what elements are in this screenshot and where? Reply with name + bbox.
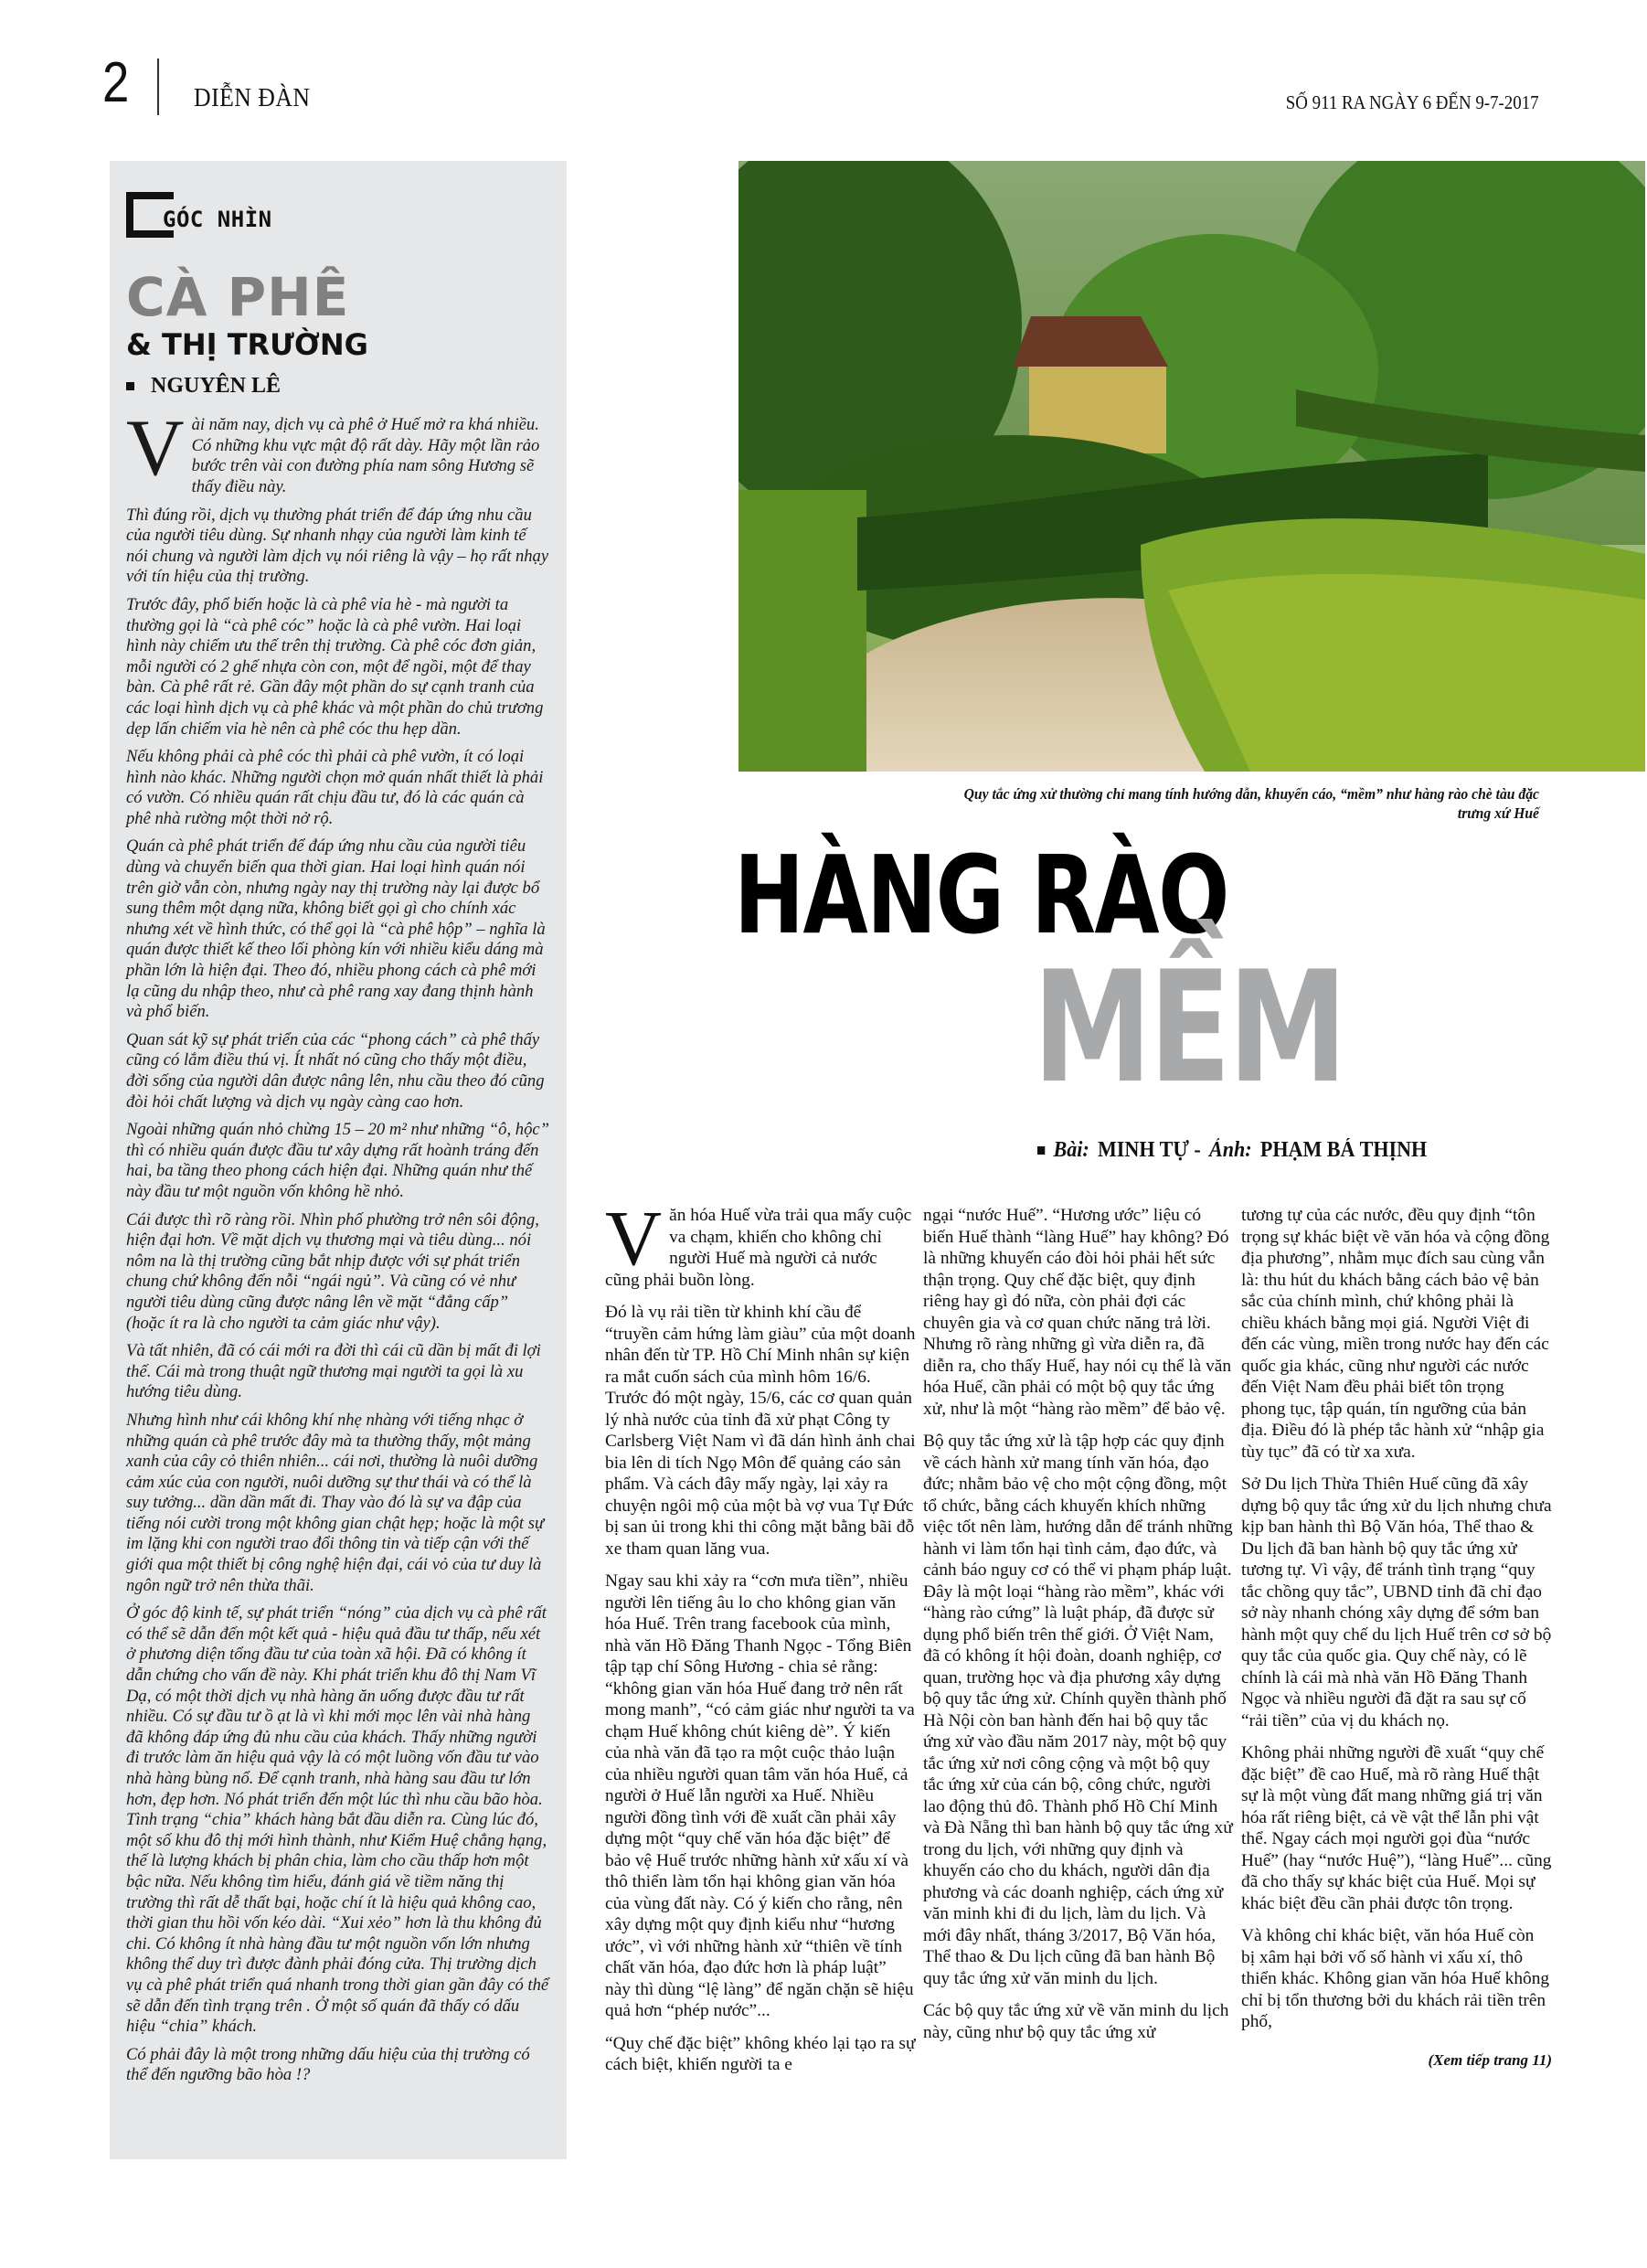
sidebar-title-main: CÀ PHÊ [126,266,350,328]
header-divider [157,59,159,115]
article-paragraph: Không phải những người đề xuất “quy chế đặc biệt” đề cao Huế, mà rõ ràng Huế thật sự là một vùng đất mang những giá trị văn hóa rất riêng biệt, cả về vật thể lẫn phi vật thể. Ngay cách mọi người gọi đùa “nước Huế” (hay “nước Huệ”), “làng Huế”... cũng đã cho thấy sự khác biệt của Huế. Mọi sự khác biệt đều cần phải được tôn trọng. [1241,1743,1552,1913]
section-name: DIỄN ĐÀN [194,84,311,112]
article-paragraph: Và không chỉ khác biệt, văn hóa Huế còn bị xâm hại bởi vố số hành vi xấu xí, thô thiển khác. Không gian văn hóa Huế không chỉ bị tổn thương bởi du khách rải tiền trên phố, [1241,1926,1550,2031]
article-paragraph: Đó là vụ rải tiền từ khinh khí cầu để “truyền cảm hứng làm giàu” của một doanh nhân đến từ TP. Hồ Chí Minh nhân sự kiện ra mắt cuốn sách của mình hôm 16/6. Trước đó một ngày, 15/6, các cơ quan quản lý nhà nước của tỉnh đã xử phạt Công ty Carlsberg Việt Nam vì đã dán hình ảnh chai bia lên di tích Ngọ Môn để quảng cáo sản phẩm. Và cách đây mấy ngày, lại xảy ra chuyện ngôi mộ của một bà vợ vua Tự Đức bị san ủi trong khi thi công mặt bằng bãi đỗ xe tham quan lăng vua. [605,1303,916,1559]
photo-caption: Quy tắc ứng xử thường chỉ mang tính hướng dẫn, khuyến cáo, “mềm” như hàng rào chè tàu đặc trưng xứ Huế [963,785,1539,822]
article-paragraph: Sở Du lịch Thừa Thiên Huế cũng đã xây dựng bộ quy tắc ứng xử du lịch nhưng chưa kịp ban hành thì Bộ Văn hóa, Thể thao & Du lịch đã ban hành bộ quy tắc ứng xử tương tự. Vì vậy, để tránh tình trạng “quy tắc chồng quy tắc”, UBND tỉnh đã chỉ đạo sở này nhanh chóng xây dựng để sớm ban hành một quy chế du lịch Huế trên cơ sở bộ quy tắc của quốc gia. Quy chế này, có lẽ chính là cái mà nhà văn Hồ Đăng Thanh Ngọc và nhiều người đã đặt ra sau sự cố “rải tiền” của vị du khách nọ. [1241,1475,1552,1730]
continued-on-page-link[interactable]: (Xem tiếp trang 11) [1428,2050,1552,2069]
sidebar-paragraph: Nếu không phải cà phê cóc thì phải cà phê vườn, ít có loại hình nào khác. Những người chọn mở quán nhất thiết là phải có vườn. Có nhiều quán rất chịu đầu tư, đó là các quán cà phê nhà rường một thời nở rộ. [126,747,544,828]
sidebar-paragraph: Có phải đây là một trong những dấu hiệu của thị trường có thể đến ngưỡng bão hòa !? [126,2044,530,2085]
kicker [126,186,550,240]
sidebar-paragraph: Ở góc độ kinh tế, sự phát triển “nóng” của dịch vụ cà phê rất có thể sẽ dẫn đến một kết quả - hiệu quả đầu tư thấp, nếu xét ở phương diện tổng đầu tư của toàn xã hội. Đã có không ít dẫn chứng cho vấn đề này. Khi phát triển khu đô thị Nam Vĩ Dạ, có một thời dịch vụ nhà hàng ăn uống được đầu tư rất nhiều. Có sự đầu tư ồ ạt là vì khi mới mọc lên vài nhà hàng đã không đáp ứng đủ nhu cầu của khách. Thấy những người đi trước làm ăn hiệu quả vậy là có một luồng vốn đầu tư vào nhà hàng bùng nổ. Để cạnh tranh, nhà hàng sau đầu tư lớn hơn, đẹp hơn. Nó phát triển đến một lúc thì nhu cầu bão hòa. Tình trạng “chia” khách hàng bắt đầu diễn ra. Cùng lúc đó, một số khu đô thị mới hình thành, như Kiểm Huệ chẳng hạng, thế là lượng khách bị phân chia, làm cho cầu thấp hơn một bậc nữa. Nếu không tìm hiểu, đánh giá về tiềm năng thị trường thì rất dễ thất bại, hoặc chí ít là hiệu quả không cao, thời gian thu hồi vốn kéo dài. “Xui xẻo” hơn là thu không đủ chi. Có không ít nhà hàng đầu tư một nguồn vốn lớn nhưng không thể duy trì được đành phải đóng cửa. Thị trường dịch vụ cà phê phát triển quá nhanh trong thời gian gần đây có thể sẽ dẫn đến tình trạng trên . Ở một số quán đã thấy có dấu hiệu “chia” khách. [126,1603,549,2037]
sidebar-paragraph: Cái được thì rõ ràng rồi. Nhìn phố phường trở nên sôi động, hiện đại hơn. Về mặt dịch vụ thương mại và tiêu dùng... nói nôm na là thị trường cũng bắt nhịp được với sự phát triển chung chứ không đến nỗi “ngái ngủ”. Và cũng có vẻ như người tiêu dùng cũng được nâng lên về mặt “đẳng cấp” (hoặc ít ra là cho người ta cảm giác như vậy). [126,1209,539,1333]
article-paragraph: Văn hóa Huế vừa trải qua mấy cuộc va chạm, khiến cho không chỉ người Huế mà người cả nước cũng phải buồn lòng. [605,1194,912,1290]
headline-line-2: MỀM [1033,938,1344,1117]
garden-photo-illustration [738,161,1645,772]
kicker-label: GÓC NHÌN [163,207,272,232]
article-paragraph: “Quy chế đặc biệt” không khéo lại tạo ra sự cách biệt, khiến người ta e [605,2033,916,2074]
sidebar-byline [126,374,550,399]
sidebar-paragraph: Quan sát kỹ sự phát triển của các “phong cách” cà phê thấy cũng có lắm điều thú vị. Ít nhất nó cũng cho thấy một điều, đời sống của người dân được nâng lên, nhu cầu theo đó cũng đòi hỏi chất lượng và dịch vụ ngày càng cao hơn. [126,1029,545,1112]
page-number: 2 [102,51,130,114]
sidebar-paragraph: Nhưng hình như cái không khí nhẹ nhàng với tiếng nhạc ở những quán cà phê trước đây mà ta thường thấy, một mảng xanh của cây cỏ thiên nhiên... cái nơi, thường là nuôi dưỡng cảm xúc của con người, nuôi dưỡng sự thư thái và có thể là suy tưởng... dần dần mất đi. Thay vào đó là sự va đập của tiếng nói cười trong một không gian chật hẹp; hoặc là một sự im lặng khi con người trao đổi thông tin và tiếp cận với thế giới qua một thiết bị công nghệ hiện đại, cái vỏ của tư duy là ngôn ngữ trở nên thừa thãi. [126,1410,545,1595]
sidebar-column [110,161,567,2159]
byline-author: MINH TỰ - [1097,1138,1201,1162]
byline-photographer: PHẠM BÁ THỊNH [1259,1138,1428,1162]
article-paragraph: ngại “nước Huế”. “Hương ước” liệu có biến Huế thành “làng Huế” hay không? Đó là những khuyến cáo đòi hỏi phải hết sức thận trọng. Quy chế đặc biệt, quy định riêng hay gì đó nữa, còn phải đợi các chuyên gia và cơ quan chức năng trả lời. Nhưng rõ ràng những gì vừa diễn ra, đã diễn ra, cho thấy Huế, hay nói cụ thể là văn hóa Huế, cần phải có một bộ quy tắc ứng xử, như là một “hàng rào mềm” để bảo vệ. [923,1206,1232,1419]
bullet-square-icon [1037,1146,1045,1155]
article-paragraph: Các bộ quy tắc ứng xử về văn minh du lịch này, cũng như bộ quy tắc ứng xử [923,2001,1229,2042]
article-column-2 [923,1205,1234,2054]
garden-hedge-photo [738,161,1645,772]
sidebar-author: NGUYÊN LÊ [151,374,282,399]
sidebar-paragraph: Và tất nhiên, đã có cái mới ra đời thì cái cũ dần bị mất đi lợi thế. Cái mà trong thuật ngữ thương mại người ta gọi là xu hướng tiêu dùng. [126,1341,541,1402]
sidebar-paragraph: Thì đúng rồi, dịch vụ thường phát triển để đáp ứng nhu cầu của người tiêu dùng. Sự nhanh nhạy của người làm kinh tế nói chung và người làm dịch vụ nói riêng là vậy – họ rất nhạy với tín hiệu của thị trường. [126,505,549,587]
issue-info: SỐ 911 RA NGÀY 6 ĐẾN 9-7-2017 [1286,91,1539,113]
page-header [0,0,1647,137]
sidebar-paragraph: Quán cà phê phát triển để đáp ứng nhu cầu của người tiêu dùng và chuyển biến qua thời gian. Hai loại hình quán nói trên giờ vẫn còn, nhưng ngày nay thị trường này lại được bổ sung thêm một dạng nữa, không biết gọi gì cho chính xác nhưng xét về hình thức, có thể gọi là “cà phê hộp” – nghĩa là quán được thiết kế theo lối phòng kín với nhiều kiểu dáng mà phần lớn là hiện đại. Theo đó, nhiều phong cách cà phê mới lạ cũng du nhập theo, như cà phê rang xay đang thịnh hành và phổ biến. [126,836,546,1022]
sidebar-title-sub: & THỊ TRƯỜNG [126,327,368,362]
article-column-1 [605,1194,916,2087]
byline-photo-label: Ảnh: [1208,1138,1252,1162]
sidebar-body [126,404,550,2086]
article-column-3 [1241,1205,1552,2071]
article-byline [1037,1138,1427,1163]
sidebar-paragraph: Trước đây, phổ biến hoặc là cà phê vỉa hè - mà người ta thường gọi là “cà phê cóc” hoặc là cà phê vườn. Hai loại hình này chiếm ưu thế trên thị trường. Cà phê cóc đơn giản, mỗi người có 2 ghế nhựa còn con, một để ngồi, một để thay bàn. Cà phê rất rẻ. Gần đây một phần do sự cạnh tranh của các loại hình dịch vụ cà phê khác và một phần do chủ trương dẹp lấn chiếm vỉa hè nên cà phê cóc thu hẹp dần. [126,594,544,739]
byline-text-label: Bài: [1053,1138,1089,1162]
bullet-square-icon [126,382,134,390]
dropcap: V [126,404,185,494]
dropcap: V [605,1194,663,1282]
article-paragraph: tương tự của các nước, đều quy định “tôn trọng sự khác biệt về văn hóa và cộng đồng địa phương”, nhằm mục đích sau cùng vẫn là: thu hút du khách bằng cách bảo vệ bản sắc của chính mình, chứ không phải là chiều khách bằng mọi giá. Người Việt đi đến các vùng, miền trong nước hay đến các quốc gia khác, cũng như người các nước đến Việt Nam đều phải biết tôn trọng phong tục, tập quán, tín ngưỡng của bản địa. Điều đó là phép tắc hành xử “nhập gia tùy tục” đã có từ xa xưa. [1241,1206,1550,1462]
headline-line-1: HÀNG RÀO [734,832,1228,958]
article-paragraph: Ngay sau khi xảy ra “cơn mưa tiền”, nhiều người lên tiếng âu lo cho không gian văn hóa Huế. Trên trang facebook của mình, nhà văn Hồ Đăng Thanh Ngọc - Tổng Biên tập tạp chí Sông Hương - chia sẻ rằng: “không gian văn hóa Huế đang trở nên rất mong manh”, “có cảm giác như người ta va chạm Huế không chút kiêng dè”. Ý kiến của nhà văn đã tạo ra một cuộc thảo luận của nhiều người quan tâm văn hóa Huế, cả người ở Huế lẫn người xa Huế. Nhiều người đồng tình với đề xuất cần phải xây dựng một “quy chế văn hóa đặc biệt” để bảo vệ Huế trước những hành xử xấu xí và thô thiển làm tổn hại không gian văn hóa của vùng đất này. Có ý kiến cho rằng, nên xây dựng một quy định kiểu như “hương ước”, vì với những hành xử “thiên về tính chất văn hóa, đạo đức hơn là pháp luật” này thì dùng “lệ làng” để ngăn chặn sẽ hiệu quả hơn “phép nước”... [605,1571,915,2020]
sidebar-paragraph: Vài năm nay, dịch vụ cà phê ở Huế mở ra khá nhiều. Có những khu vực mật độ rất dày. Hãy một lần rảo bước trên vài con đường phía nam sông Hương sẽ thấy điều này. [126,404,540,496]
sidebar-paragraph: Ngoài những quán nhỏ chừng 15 – 20 m² như những “ô, hộc” thì có nhiều quán được đầu tư xây dựng rất hoành tráng đến hai, ba tầng theo phong cách hiện đại. Những quán như thế này đầu tư một nguồn vốn không hề nhỏ. [126,1120,549,1201]
article-paragraph: Bộ quy tắc ứng xử là tập hợp các quy định về cách hành xử mang tính văn hóa, đạo đức; nhằm bảo vệ cho một cộng đồng, một tổ chức, bằng cách khuyến khích những việc tốt nên làm, hướng dẫn để tránh những hành vi làm tổn hại tình cảm, đạo đức, và cảnh báo nguy cơ có thể vi phạm pháp luật. Đây là một loại “hàng rào mềm”, khác với “hàng rào cứng” là luật pháp, đã được sử dụng phổ biến trên thế giới. Ở Việt Nam, đã có không ít hội đoàn, doanh nghiệp, cơ quan, trường học và địa phương xây dựng bộ quy tắc ứng xử. Chính quyền thành phố Hà Nội còn ban hành đến hai bộ quy tắc ứng xử vào đầu năm 2017 này, một bộ quy tắc ứng xử nơi công cộng và một bộ quy tắc ứng xử của cán bộ, công chức, người lao động thủ đô. Thành phố Hồ Chí Minh và Đà Nẵng thì ban hành bộ quy tắc ứng xử trong du lịch, với những quy định và khuyến cáo cho du khách, người dân địa phương và các doanh nghiệp, cách ứng xử văn minh khi đi du lịch, làm du lịch. Và mới đây nhất, tháng 3/2017, Bộ Văn hóa, Thể thao & Du lịch cũng đã ban hành Bộ quy tắc ứng xử văn minh du lịch. [923,1432,1233,1988]
